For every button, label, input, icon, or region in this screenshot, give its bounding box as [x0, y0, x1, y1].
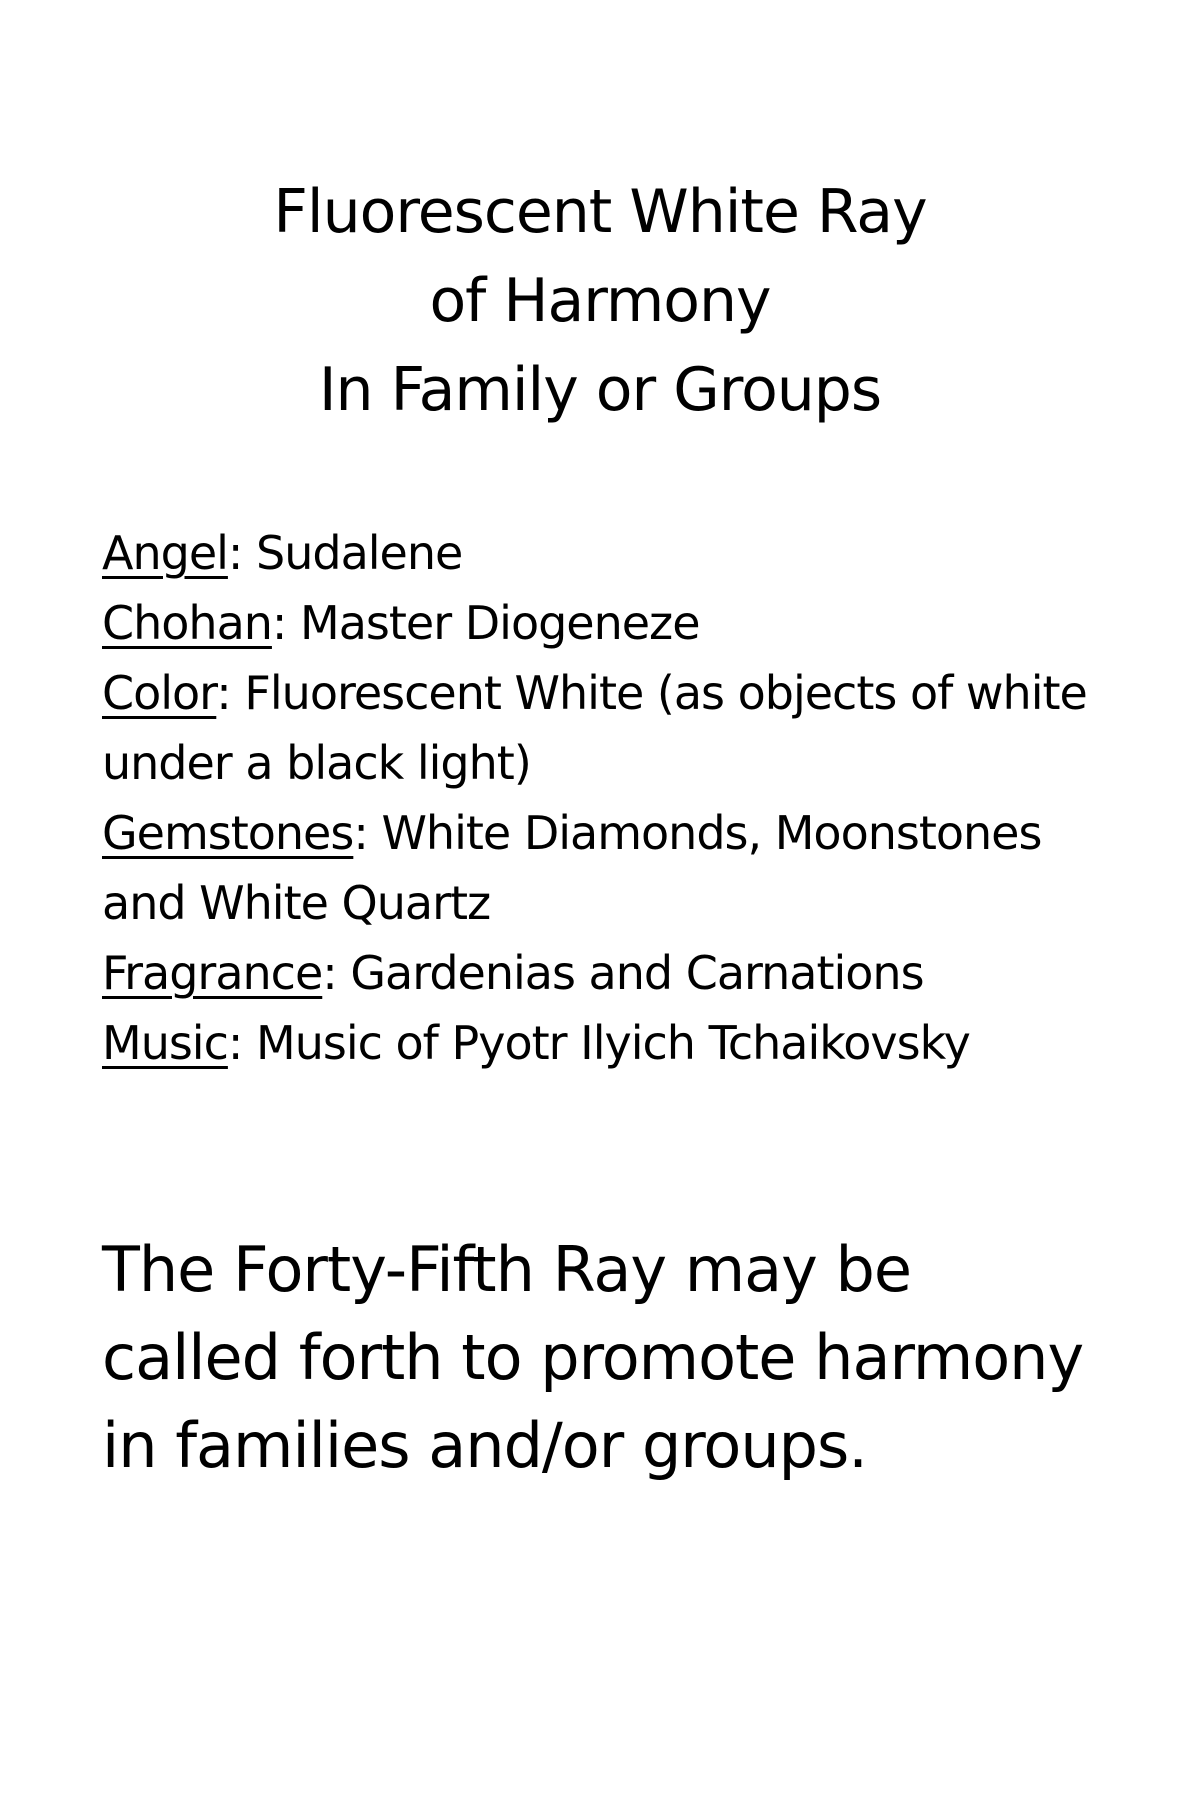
- attribute-chohan: Chohan: Master Diogeneze: [102, 596, 700, 650]
- attribute-value: Music of Pyotr Ilyich Tchaikovsky: [256, 1016, 970, 1070]
- attribute-label: Chohan: [102, 596, 272, 650]
- attribute-label: Fragrance: [102, 946, 323, 1000]
- page-title: [0, 168, 1200, 435]
- attribute-value: White Diamonds, Moonstones and White Quartz: [102, 806, 1042, 930]
- title-line-1: Fluorescent White Ray: [273, 177, 927, 247]
- attribute-color: Color: Fluorescent White (as objects of white under a black light): [102, 666, 1087, 790]
- attribute-label: Gemstones: [102, 806, 354, 860]
- ray-statement: The Forty-Fifth Ray may be called forth to promote harmony in families and/or groups.: [102, 1233, 1084, 1482]
- title-line-3: In Family or Groups: [318, 355, 882, 425]
- attribute-gemstones: Gemstones: White Diamonds, Moonstones and White Quartz: [102, 806, 1042, 930]
- attribute-value: Master Diogeneze: [300, 596, 700, 650]
- attribute-label: Angel: [102, 526, 228, 580]
- attribute-music: Music: Music of Pyotr Ilyich Tchaikovsky: [102, 1016, 970, 1070]
- attribute-value: Sudalene: [256, 526, 463, 580]
- title-line-2: of Harmony: [429, 266, 771, 336]
- attribute-value: Fluorescent White (as objects of white under a black light): [102, 666, 1087, 790]
- attribute-label: Music: [102, 1016, 228, 1070]
- attribute-fragrance: Fragrance: Gardenias and Carnations: [102, 946, 924, 1000]
- attribute-angel: Angel: Sudalene: [102, 526, 463, 580]
- attribute-list: [102, 518, 1102, 1078]
- attribute-label: Color: [102, 666, 217, 720]
- attribute-value: Gardenias and Carnations: [350, 946, 924, 1000]
